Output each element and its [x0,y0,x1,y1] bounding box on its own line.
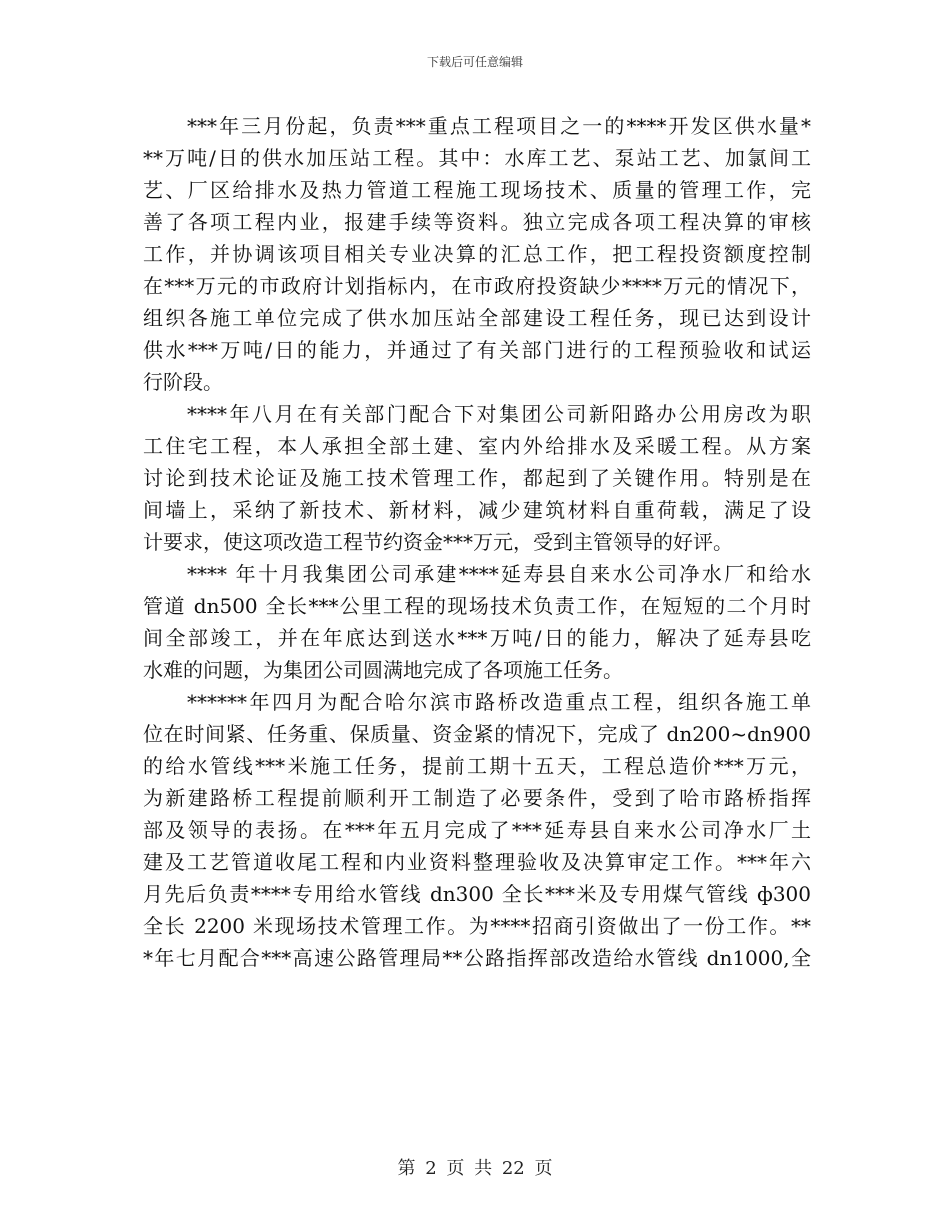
text-line: 间墙上，采纳了新技术、新材料，减少建筑材料自重荷载，满足了设 [143,498,811,522]
text-line: **万吨/日的供水加压站工程。其中：水库工艺、泵站工艺、加氯间工 [143,146,811,170]
text-line: ***年三月份起，负责***重点工程项目之一的****开发区供水量* [187,114,811,138]
text-line: 建及工艺管道收尾工程和内业资料整理验收及决算审定工作。***年六 [143,850,811,874]
text-line: 管道 dn500 全长***公里工程的现场技术负责工作，在短短的二个月时 [143,594,811,618]
text-line: 部及领导的表扬。在***年五月完成了***延寿县自来水公司净水厂土 [143,818,811,842]
text-line: 在***万元的市政府计划指标内，在市政府投资缺少****万元的情况下， [143,274,811,298]
text-line: 工作，并协调该项目相关专业决算的汇总工作，把工程投资额度控制 [143,242,811,266]
text-line: 艺、厂区给排水及热力管道工程施工现场技术、质量的管理工作，完 [143,178,811,202]
text-line: *年七月配合***高速公路管理局**公路指挥部改造给水管线 dn1000,全 [143,946,811,970]
document-body [143,110,811,974]
text-line: 善了各项工程内业，报建手续等资料。独立完成各项工程决算的审核 [143,210,811,234]
text-line: 供水***万吨/日的能力，并通过了有关部门进行的工程预验收和试运 [143,338,811,362]
page-number: 第 2 页 共 22 页 [397,1158,553,1179]
text-line: 间全部竣工，并在年底达到送水***万吨/日的能力，解决了延寿县吃 [143,626,811,650]
page-header-note: 下载后可任意编辑 [426,55,523,69]
text-line: 的给水管线***米施工任务，提前工期十五天，工程总造价***万元， [143,754,811,778]
text-line: 计要求，使这项改造工程节约资金***万元，受到主管领导的好评。 [143,530,733,554]
text-line: 位在时间紧、任务重、保质量、资金紧的情况下，完成了 dn200~dn900 [143,722,811,746]
text-line: 讨论到技术论证及施工技术管理工作，都起到了关键作用。特别是在 [143,466,811,490]
text-line: 月先后负责****专用给水管线 dn300 全长***米及专用煤气管线 ф300 [143,882,811,906]
text-line: 工住宅工程，本人承担全部土建、室内外给排水及采暖工程。从方案 [143,434,811,458]
text-line: **** 年十月我集团公司承建****延寿县自来水公司净水厂和给水 [187,562,811,586]
text-line: ****年八月在有关部门配合下对集团公司新阳路办公用房改为职 [187,402,811,426]
text-line: 行阶段。 [143,370,223,394]
text-line: 组织各施工单位完成了供水加压站全部建设工程任务，现已达到设计 [143,306,811,330]
text-line: ******年四月为配合哈尔滨市路桥改造重点工程，组织各施工单 [187,690,811,714]
text-line: 为新建路桥工程提前顺利开工制造了必要条件，受到了哈市路桥指挥 [143,786,811,810]
text-line: 水难的问题，为集团公司圆满地完成了各项施工任务。 [143,658,623,682]
text-line: 全长 2200 米现场技术管理工作。为****招商引资做出了一份工作。** [143,914,811,938]
